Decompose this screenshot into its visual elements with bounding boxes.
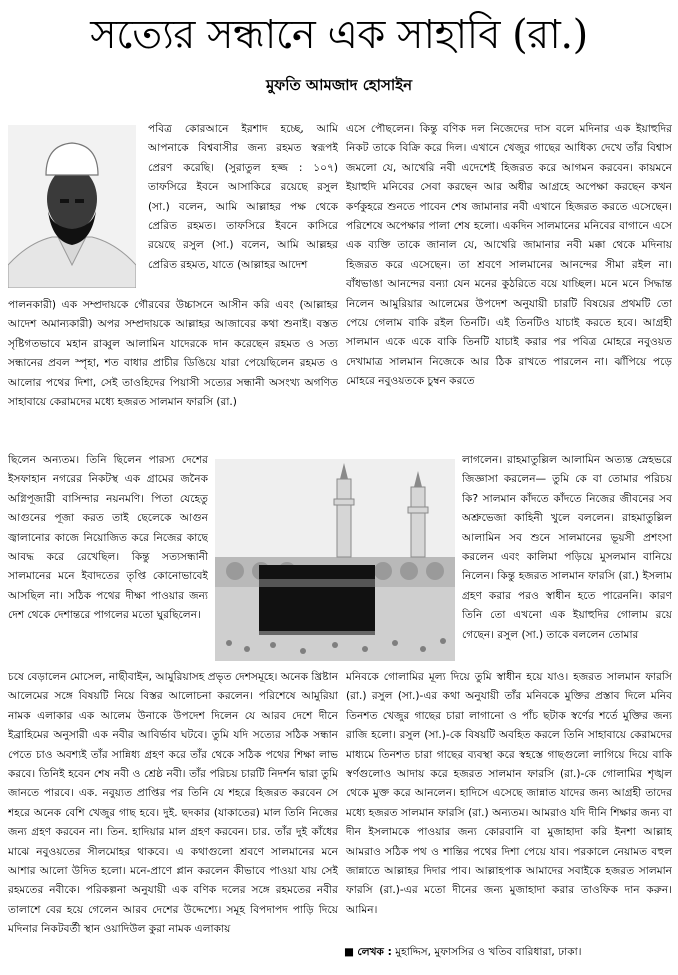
paragraph-6: লাগলেন। রাহমাতুল্লিল আলামিন অত্যন্ত স্নেহভরে জিজ্ঞাসা করলেন— তুমি কে বা তোমার পরিচয় কি? সালমান কাঁদতে কাঁদতে নিজের জীবনের সব অশ্রুভেজা কাহিনী খুলে বললেন। রাহমাতুল্লিল আলামিন সব শুনে সালমানের ভূয়সী প্রশংসা করলেন এবং কালিমা পড়িয়ে মুসলমান বানিয়ে নিলেন। কিন্তু হজরত সালমান ফারসি (রা.) ইসলাম গ্রহণ করার পরও স্বাধীন হতে পারেননি। কারণ তিনি তো এখনো এক ইয়াহুদির গোলাম রয়ে গেছেন। রসুল (সা.) তাকে বললেন তোমার — [462, 454, 672, 641]
article-title: সত্যের সন্ধানে এক সাহাবি (রা.) — [90, 12, 588, 58]
author-name: মুফতি আমজাদ হোসাইন — [265, 76, 413, 94]
paragraph-3: ছিলেন অন্যতম। তিনি ছিলেন পারস্য দেশের ইসফাহান নগরের নিকটস্থ এক গ্রামের জনৈক অগ্নিপূজারী বাসিন্দার নয়নমণি। পিতা যেহেতু আগুনের পূজা করত তাই ছেলেকে আগুন জ্বালানোর কাজে নিয়োজিত করে নিজের কাছে আবদ্ধ করে রেখেছিল। কিন্তু সত্যসন্ধানী সালমানের মনে ইবাদতের তৃপ্তি কোনোভাবেই আসছিল না। সঠিক পথের দীক্ষা পাওয়ার জন্য দেশ থেকে দেশান্তরে পাগলের মতো ঘুরছিলেন। — [8, 454, 208, 622]
author-photo — [8, 125, 136, 288]
kaaba-photo — [215, 459, 455, 661]
paragraph-5: এসে পৌছলেন। কিন্তু বণিক দল নিজেদের দাস বলে মদিনার এক ইয়াহুদির নিকট তাকে বিক্রি করে দিল। এখানে খেজুর গাছের আধিক্য দেখে তাঁর বিশ্বাস জমলো যে, আখেরি নবী এদেশেই হিজরত করে আগমন করবেন। কায়মনে ইয়াহুদি মনিবের সেবা করছেন আর অধীর আগ্রহে অপেক্ষা করছেন কখন কর্ণকুহরে শুনতে পাবেন শেষ জামানার নবী এখানে হিজরত করতে এসেছেন। পরিশেষে অপেক্ষার পালা শেষ হলো। একদিন সালমানের মনিবের বাগানে এসে এক ব্যক্তি তাকে জানাল যে, আখেরি জামানার নবী মক্কা থেকে মদিনায় হিজরত করে এসেছেন। তা শ্রবণে সালমানের আনন্দের সীমা রইল না। বাঁধভাঙা আনন্দের বন্যা যেন মনের কুঠরিতে বয়ে যাচ্ছিল। মনে মনে সিদ্ধান্ত নিলেন আমুরিয়ার আলেমের উপদেশ অনুযায়ী চারটি বিষয়ের প্রথমটি তো পেয়ে গেলাম বাকি রইল তিনটি। এই তিনটিও যাচাই করতে হবে। আগ্রহী সালমান একে একে বাকি তিনটি যাচাই করার পর পবিত্র মোহরে নবুওয়ত দেখামাত্র সালমান নিজেকে আর ঠিক রাখতে পারলেন না। ঝাঁপিয়ে পড়ে মোহরে নবুওয়তকে চুম্বন করতে — [346, 123, 672, 388]
paragraph-2: পালনকারী) এক সম্প্রদায়কে গৌরবের উচ্চাসনে আসীন করি এবং (আল্লাহর আদেশ অমান্যকারী) অপর সম্প্রদায়কে আল্লাহর আজাবের কথা শুনাই। বস্তত সৃষ্টিগতভাবে মহান রাব্বুল আলামিন যাদেরকে দান করেছেন রহমত ও সত্য সন্ধানের প্রবল স্পৃহা, শত বাধার প্রাচীর ডিঙিয়ে যারা পেয়েছিলেন রহমত ও আলোর পথের দিশা, সেই তাওহিদের পিয়াসী সত্যের সন্ধানী অসংখ্য অগণিত সাহাবায়ে কেরামদের মধ্যে হজরত সালমান ফারসি (রা.) — [8, 299, 338, 409]
paragraph-intro: পবিত্র কোরআনে ইরশাদ হচ্ছে, আমি আপনাকে বিশ্ববাসীর জন্য রহমত স্বরূপই প্রেরণ করেছি। (সুরাতুল হজ্জ : ১০৭) তাফসিরে ইবনে আসাকিরে রয়েছে রসুল (সা.) বলেন, আমি আল্লাহর পক্ষ থেকে প্রেরিত রহমত। তাফসিরে ইবনে কাসিরে রয়েছে রসুল (সা.) বলেন, আমি আল্লহর প্রেরিত রহমত, যাতে (আল্লাহর আদেশ — [148, 123, 338, 271]
paragraph-7: মনিবকে গোলামির মূল্য দিয়ে তুমি স্বাধীন হয়ে যাও। হজরত সালমান ফারসি (রা.) রসুল (সা.)-এর কথা অনুযায়ী তাঁর মনিবকে মুক্তির প্রস্তাব দিলে মনিব তিনশত খেজুর গাছের চারা লাগানো ও পাঁচ ছটাক স্বর্ণের শর্তে মুক্তির জন্য রাজি হলো। রসুল (সা.)-কে বিষয়টি অবহিত করলে তিনি সাহাবায়ে কেরামদের মাধ্যমে তিনশত চারা গাছের ব্যবস্থা করে স্বহস্তে গাছগুলো লাগিয়ে দিয়ে বাকি স্বর্ণগুলোও আদায় করে হজরত সালমান ফারসি (রা.)-কে গোলামির শৃঙ্খল থেকে মুক্ত করে আনলেন। হাদিসে এসেছে জান্নাত যাদের জন্য আগ্রহী তাদের মধ্যে হজরত সালমান ফারসি (রা.) অন্যতম। আমরাও যদি দীনি শিক্ষার জন্য বা দীন ইসলামকে পাওয়ার জন্য কোরবানি বা মুজাহাদা করি ইনশা আল্লাহ আমরাও সঠিক পথ ও শান্তির পথের দিশা পেয়ে যাব। পরকালে নেয়ামত বহুল জান্নাতে আল্লাহর দিদার পাব। আল্লাহপাক আমাদের সবাইকে হজরত সালমান ফারসি (রা.)-এর মতো দীনের জন্য মুজাহাদা করার তাওফিক দান করুন। আমিন। — [346, 671, 672, 916]
author-byline — [344, 942, 674, 962]
byline-text: মুহাদ্দিস, মুফাসসির ও খতিব বারিধারা, ঢাকা। — [395, 946, 582, 958]
paragraph-4: চষে বেড়ালেন মোসেল, নাছীবাইন, আমুরিয়াসহ প্রভৃত দেশসমূহে। অনেক খ্রিষ্টান আলেমের সঙ্গে বিষয়টি নিয়ে বিস্তর আলোচনা করলেন। পরিশেষে আমুরিয়া নামক এলাকার এক আলেম উনাকে উপদেশ দিলেন যে আরব দেশে দীনে ইব্রাহিমের অনুসারী এক নবীর আবির্ভাব ঘটবে। তুমি যদি সত্যের সঠিক সন্ধান পেতে চাও অবশ্যই তাঁর সান্নিধ্য গ্রহণ করে তাঁর থেকে সঠিক পথের শিক্ষা লাভ করবে। তিনিই হবেন শেষ নবী ও শ্রেষ্ঠ নবী। তাঁর পরিচয় চারটি নিদর্শন দ্বারা তুমি জানতে পারবে। এক. নবুয়্যত প্রাপ্তির পর তিনি যে শহরে হিজরত করবেন সে শহরে অনেক বেশি খেজুর গাছ হবে। দুই. ছদকার (যাকাতের) মাল তিনি নিজের জন্য গ্রহণ করবেন না। তিন. হাদিয়ার মাল গ্রহণ করবেন। চার. তাঁর দুই কাঁধের মাঝে নবুওয়তের সীলমোহর থাকবে। এ কথাগুলো শ্রবণে সালমানের মনে আশার আলো উদিত হলো। মনে-প্রাণে প্লান করলেন কীভাবে পাওয়া যায় সেই রহমতের নবীকে। পরিকল্পনা অনুযায়ী এক বণিক দলের সঙ্গে রহমতের নবীর তালাশে বের হয়ে গেলেন আরব দেশের উদ্দেশ্যে। সমূহ বিপদাপদ পাড়ি দিয়ে মদিনার নিকটবর্তী স্থান ওয়াদিউল কুরা নামক এলাকায় — [8, 671, 338, 936]
byline-marker: ■ — [344, 946, 355, 958]
byline-label: লেখক : — [357, 946, 392, 958]
